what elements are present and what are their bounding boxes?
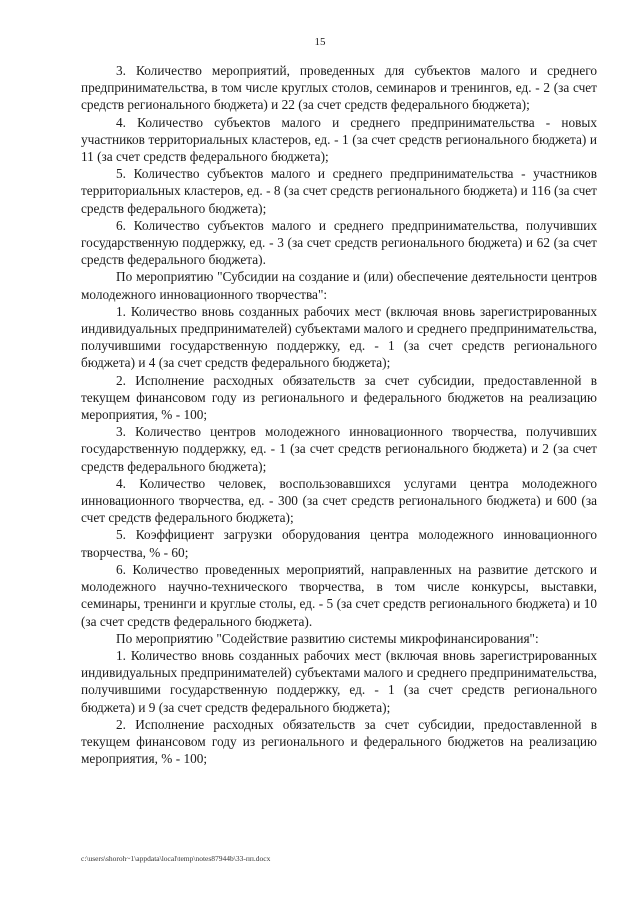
paragraph: 1. Количество вновь созданных рабочих мест (включая вновь зарегистрированных индивидуальных предпринимателей) субъектами малого и среднего предпринимательства, получившими государственную поддержку, ед. - 1 (за счет средств регионального бюджета) и 4 (за счет средств федерального бюджета); [81, 303, 597, 371]
paragraph: 5. Коэффициент загрузки оборудования центра молодежного инновационного творчества, % - 60; [81, 527, 597, 560]
paragraph: 3. Количество мероприятий, проведенных для субъектов малого и среднего предпринимательства, в том числе круглых столов, семинаров и тренингов, ед. - 2 (за счет средств регионального бюджета) и 22 (за счет средств федерального бюджета); [81, 63, 597, 113]
paragraph: 6. Количество проведенных мероприятий, направленных на развитие детского и молодежного научно-технического творчества, в том числе конкурсы, выставки, семинары, тренинги и круглые столы, ед. - 5 (за счет средств регионального бюджета) и 10 (за счет средств федерального бюджета). [81, 561, 597, 629]
paragraph: 1. Количество вновь созданных рабочих мест (включая вновь зарегистрированных индивидуальных предпринимателей) субъектами малого и среднего предпринимательства, получившими государственную поддержку, ед. - 1 (за счет средств регионального бюджета) и 9 (за счет средств федерального бюджета); [81, 647, 597, 715]
paragraph: 2. Исполнение расходных обязательств за счет субсидии, предоставленной в текущем финансовом году из регионального и федерального бюджетов на реализацию мероприятия, % - 100; [81, 372, 597, 423]
paragraph: 2. Исполнение расходных обязательств за счет субсидии, предоставленной в текущем финансовом году из регионального и федерального бюджетов на реализацию мероприятия, % - 100; [81, 716, 597, 767]
section-heading-paragraph: По мероприятию "Содействие развитию системы микрофинансирования": [116, 630, 539, 646]
paragraph: 4. Количество человек, воспользовавшихся услугами центра молодежного инновационного творчества, ед. - 300 (за счет средств регионального бюджета) и 600 (за счет средств федерального бюджета); [81, 475, 597, 526]
section-heading-paragraph: По мероприятию "Субсидии на создание и (или) обеспечение деятельности центров молодежного инновационного творчества": [81, 269, 597, 302]
paragraph: 6. Количество субъектов малого и среднего предпринимательства, получивших государственную поддержку, ед. - 3 (за счет средств регионального бюджета) и 62 (за счет средств федерального бюджета). [81, 217, 597, 268]
file-path-footer: c:\users\shoroh~1\appdata\local\temp\notes87944b\33-пп.docx [81, 854, 271, 863]
document-body [81, 62, 597, 767]
paragraph: 4. Количество субъектов малого и среднего предпринимательства - новых участников территориальных кластеров, ед. - 1 (за счет средств регионального бюджета) и 11 (за счет средств федерального бюджета); [81, 114, 597, 165]
paragraph: 3. Количество центров молодежного инновационного творчества, получивших государственную поддержку, ед. - 1 (за счет средств регионального бюджета) и 2 (за счет средств федерального бюджета); [81, 424, 597, 474]
paragraph: 5. Количество субъектов малого и среднего предпринимательства - участников территориальных кластеров, ед. - 8 (за счет средств регионального бюджета) и 116 (за счет средств федерального бюджета); [81, 166, 597, 216]
page-number: 15 [314, 36, 326, 48]
